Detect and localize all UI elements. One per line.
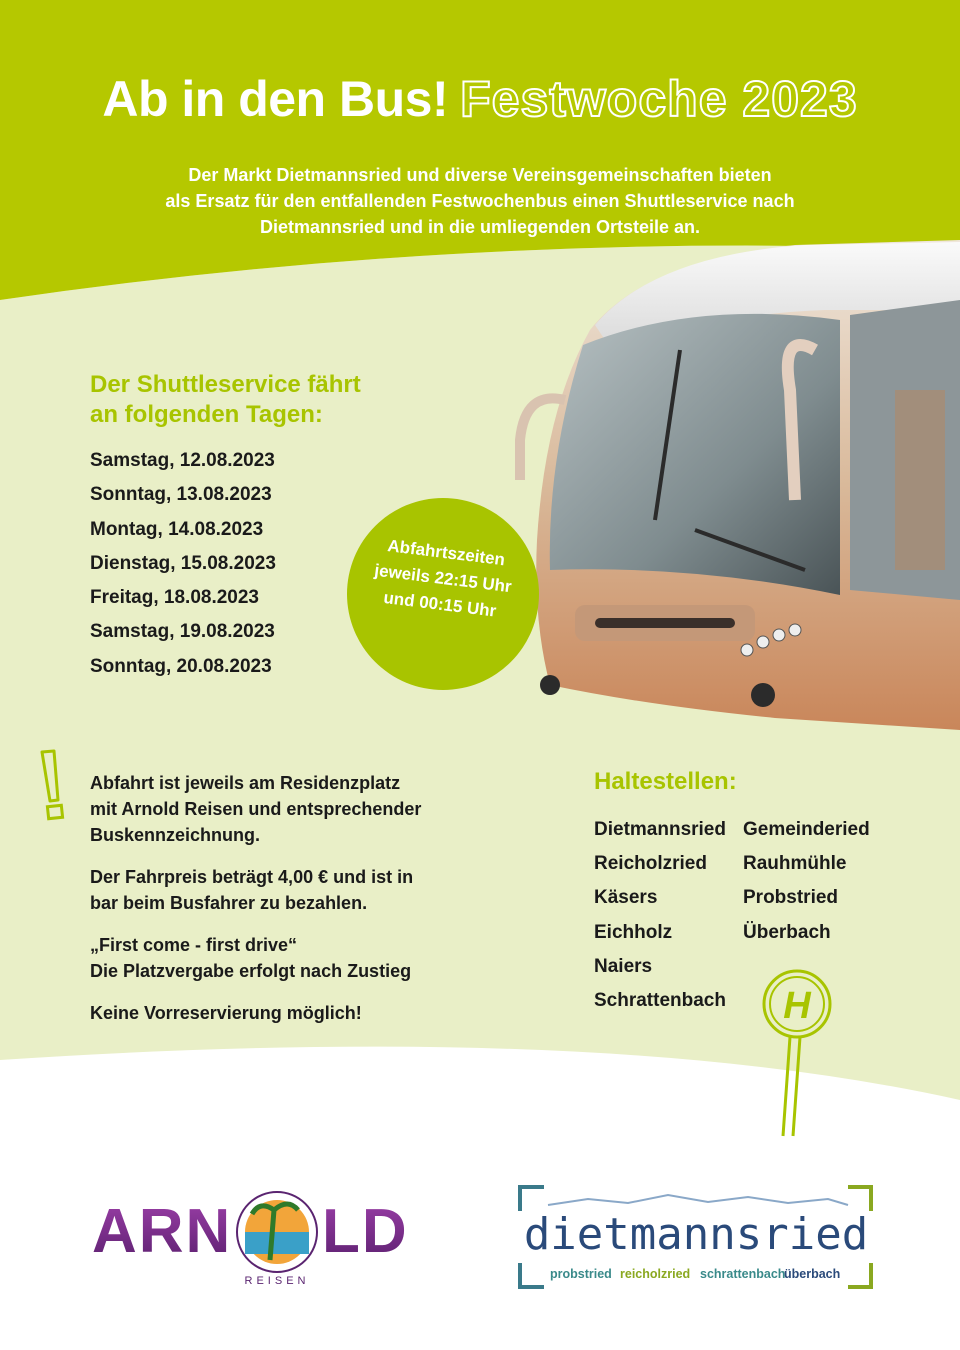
- note-no-reservation: [90, 1000, 510, 1026]
- schedule-day: Samstag, 19.08.2023: [90, 621, 275, 643]
- title-part1: Ab in den Bus!: [102, 71, 449, 127]
- schedule-heading-line: Der Shuttleservice fährt: [90, 371, 361, 398]
- stop-item: Naiers: [594, 955, 653, 977]
- stop-sign-letter: H: [783, 985, 811, 1027]
- note-line: bar beim Busfahrer zu bezahlen.: [90, 893, 368, 913]
- info-notes: [90, 770, 510, 1042]
- bus-stop-sign-icon: [755, 968, 845, 1138]
- stop-item: Reicholzried: [594, 853, 707, 875]
- dm-sub-2: reicholzried: [620, 1267, 691, 1281]
- stops-column-2: [743, 818, 870, 955]
- badge-line: und 00:15 Uhr: [382, 587, 498, 621]
- schedule-day: Dienstag, 15.08.2023: [90, 552, 276, 574]
- schedule-days: [90, 448, 276, 688]
- note-line: Abfahrt ist jeweils am Residenzplatz: [90, 773, 401, 793]
- schedule-heading: [90, 370, 361, 430]
- dm-sub-3: schrattenbach: [700, 1267, 786, 1281]
- note-first-come: [90, 932, 510, 984]
- arnold-text-left: ARN: [92, 1197, 233, 1266]
- note-line: „First come - first drive“: [90, 935, 298, 955]
- intro-text: [100, 162, 860, 240]
- note-fare: [90, 864, 510, 916]
- note-line: Keine Vorreservierung möglich!: [90, 1003, 362, 1023]
- stop-item: Eichholz: [594, 921, 673, 943]
- intro-line: Dietmannsried und in die umliegenden Ortsteile an.: [259, 217, 701, 237]
- intro-line: Der Markt Dietmannsried und diverse Vereinsgemeinschaften bieten: [188, 165, 772, 185]
- note-line: mit Arnold Reisen und entsprechender: [90, 799, 422, 819]
- note-departure: [90, 770, 510, 848]
- stop-item: Käsers: [594, 887, 658, 909]
- stops-heading: Haltestellen:: [594, 768, 737, 795]
- stop-item: Rauhmühle: [743, 853, 847, 875]
- schedule-day: Samstag, 12.08.2023: [90, 450, 275, 471]
- page-title: [0, 70, 960, 128]
- note-line: Die Platzvergabe erfolgt nach Zustieg: [90, 961, 412, 981]
- stop-item: Probstried: [743, 887, 839, 909]
- badge-line: Abfahrtszeiten: [386, 536, 506, 570]
- dietmannsried-word: dietmannsried: [523, 1209, 869, 1260]
- arnold-sub: REISEN: [244, 1275, 310, 1287]
- stop-item: Überbach: [743, 921, 831, 943]
- stops-column-1: [594, 818, 726, 1023]
- dm-sub-1: probstried: [550, 1267, 612, 1281]
- dietmannsried-logo: [518, 1185, 874, 1290]
- arnold-reisen-logo: [92, 1180, 422, 1290]
- stop-item: Dietmannsried: [594, 819, 726, 840]
- schedule-day: Freitag, 18.08.2023: [90, 587, 259, 609]
- stop-item: Schrattenbach: [594, 989, 726, 1011]
- schedule-day: Sonntag, 20.08.2023: [90, 655, 272, 677]
- schedule-day: Sonntag, 13.08.2023: [90, 484, 272, 506]
- arnold-text-right: LD: [322, 1197, 409, 1266]
- title-part2: Festwoche 2023: [460, 71, 858, 127]
- exclamation-icon: [38, 748, 78, 823]
- note-line: Buskennzeichnung.: [90, 825, 261, 845]
- schedule-day: Montag, 14.08.2023: [90, 518, 264, 540]
- schedule-heading-line: an folgenden Tagen:: [90, 401, 323, 428]
- dm-sub-4: überbach: [784, 1267, 841, 1281]
- badge-line: jeweils 22:15 Uhr: [373, 560, 513, 597]
- intro-line: als Ersatz für den entfallenden Festwochenbus einen Shuttleservice nach: [165, 191, 795, 211]
- note-line: Der Fahrpreis beträgt 4,00 € und ist in: [90, 867, 414, 887]
- bus-illustration: [495, 240, 960, 730]
- stop-item: Gemeinderied: [743, 819, 870, 840]
